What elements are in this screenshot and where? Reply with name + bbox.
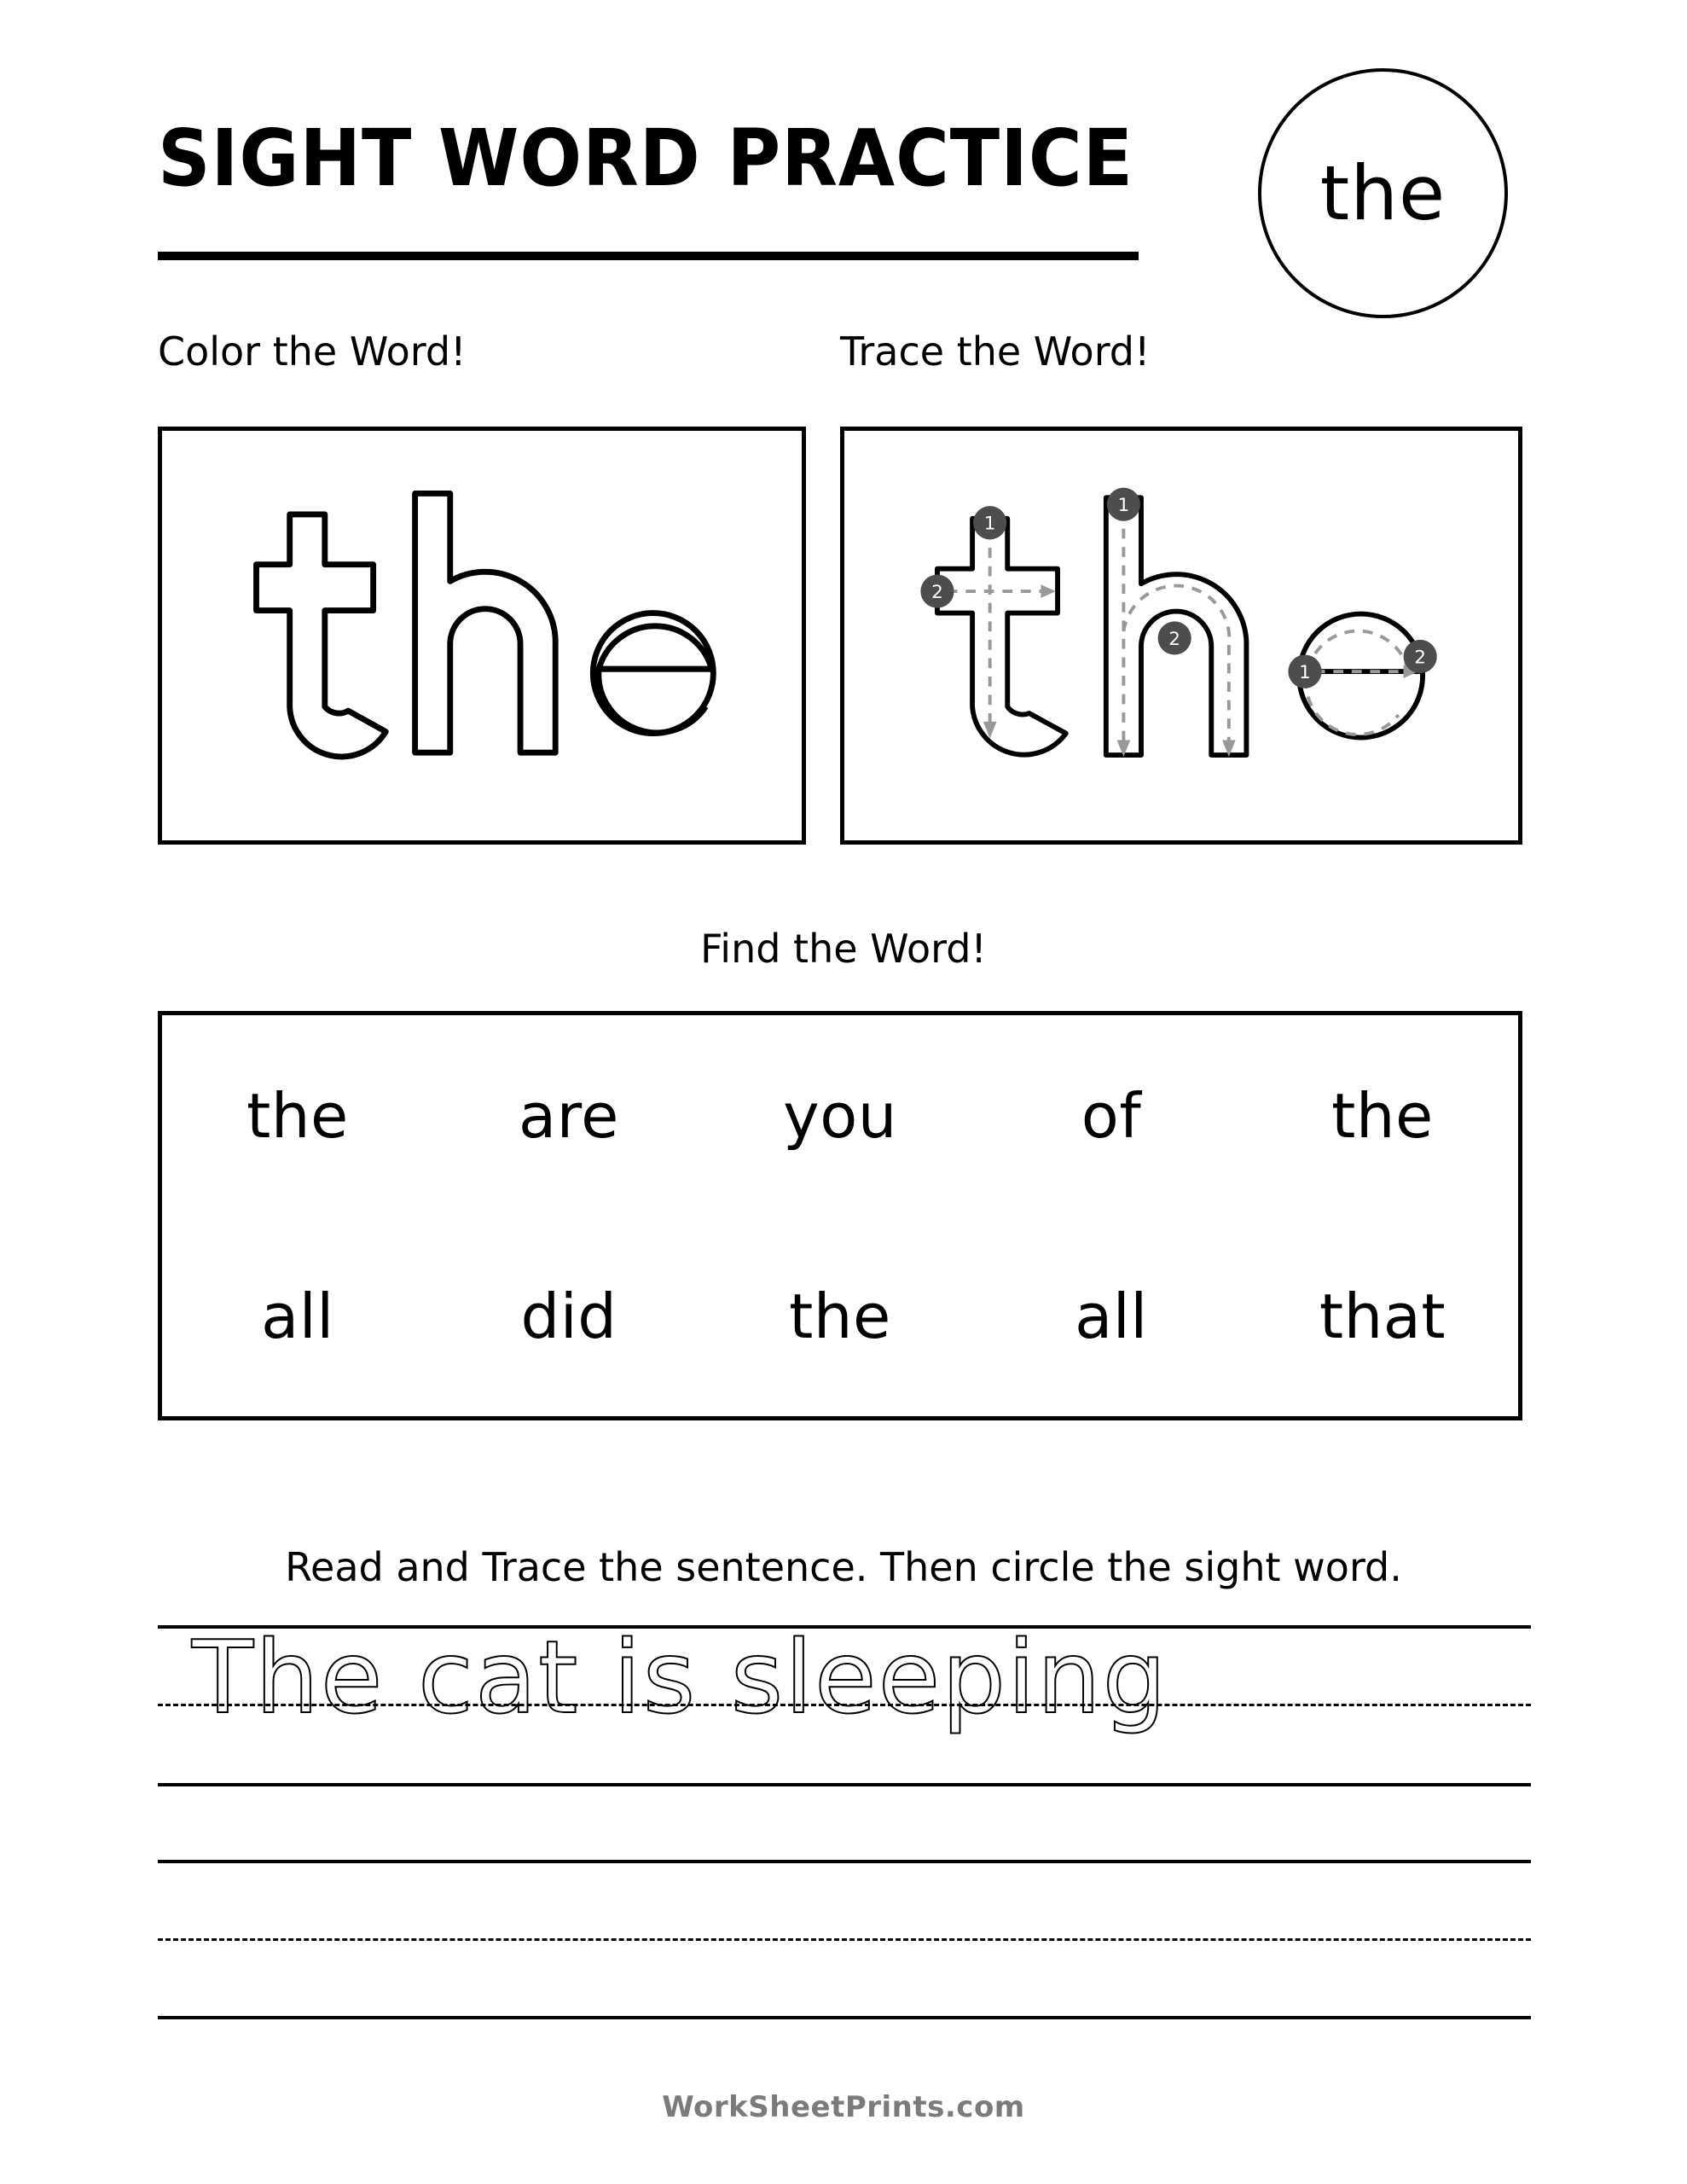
color-section-label: Color the Word! [158,328,467,375]
worksheet-header [158,102,1539,324]
footer-brand[interactable]: WorkSheetPrints.com [662,2090,1025,2124]
trace-section-label: Trace the Word! [840,328,1151,375]
trace-the-word-box [840,427,1522,845]
svg-text:1: 1 [1117,495,1130,517]
writing-line-baseline-2 [158,2016,1531,2019]
find-word-item[interactable]: you [783,1079,897,1152]
writing-line-top-2 [158,1860,1531,1863]
handwriting-lines [158,1618,1531,2018]
svg-text:1: 1 [983,513,996,535]
find-word-item[interactable]: all [261,1280,334,1352]
find-word-item[interactable]: of [1081,1079,1142,1152]
sentence-trace-text: The cat is sleeping [192,1618,1168,1736]
svg-text:2: 2 [1414,647,1427,669]
find-word-item[interactable]: all [1075,1280,1148,1352]
page-title: SIGHT WORD PRACTICE [158,113,1133,204]
writing-line-baseline [158,1783,1531,1786]
sight-word-badge-label: the [1319,149,1446,237]
color-the-word-box [158,427,806,845]
svg-text:2: 2 [931,581,943,603]
trace-word-outline [844,431,1518,840]
svg-text:1: 1 [1299,661,1311,683]
find-word-item[interactable]: are [519,1079,619,1152]
writing-line-mid-dashed-2 [158,1938,1531,1941]
sight-word-badge [1258,68,1508,318]
find-word-grid [162,1015,1518,1416]
find-word-item[interactable]: the [246,1079,349,1152]
find-word-item[interactable]: the [1331,1079,1434,1152]
find-word-item[interactable]: did [520,1280,617,1352]
find-the-word-box [158,1011,1522,1420]
find-word-item[interactable]: that [1319,1280,1446,1352]
sentence-instruction: Read and Trace the sentence. Then circle the sight word. [285,1544,1402,1590]
title-underline [158,252,1139,260]
svg-text:2: 2 [1168,628,1181,650]
color-word-outline [162,431,802,840]
find-section-label: Find the Word! [700,926,987,972]
find-word-item[interactable]: the [789,1280,891,1352]
